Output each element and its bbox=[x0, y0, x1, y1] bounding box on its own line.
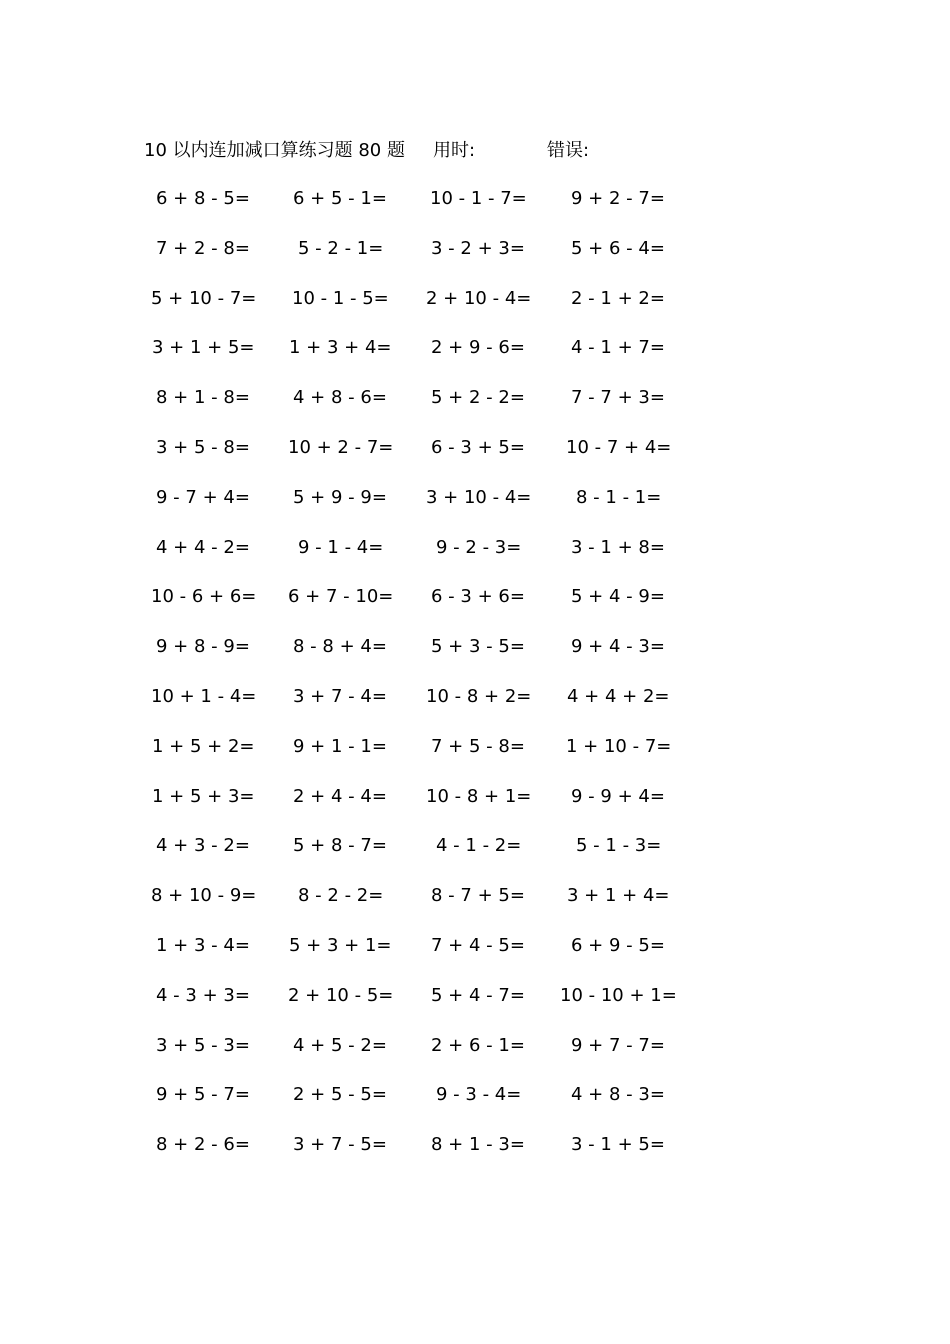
problem-item: 8 - 7 + 5= bbox=[431, 885, 525, 907]
problem-item: 4 + 8 - 3= bbox=[571, 1084, 665, 1106]
problem-item: 2 + 9 - 6= bbox=[431, 337, 525, 359]
problem-item: 2 + 10 - 4= bbox=[426, 287, 532, 309]
problem-item: 3 + 7 - 4= bbox=[293, 686, 387, 707]
problem-item: 10 + 1 - 4= bbox=[151, 686, 257, 707]
problem-item: 1 + 10 - 7= bbox=[566, 735, 672, 757]
problem-item: 2 + 4 - 4= bbox=[293, 785, 387, 807]
problem-item: 3 - 1 + 8= bbox=[571, 536, 665, 558]
problem-item: 2 + 6 - 1= bbox=[431, 1034, 525, 1056]
worksheet-header bbox=[0, 138, 950, 164]
problem-item: 9 - 7 + 4= bbox=[156, 486, 250, 508]
problem-item: 7 + 2 - 8= bbox=[156, 237, 250, 259]
problem-item: 5 + 3 - 5= bbox=[431, 636, 525, 658]
problem-item: 4 + 8 - 6= bbox=[293, 387, 387, 409]
problem-item: 8 - 8 + 4= bbox=[293, 636, 387, 658]
problem-item: 10 - 1 - 5= bbox=[292, 287, 389, 309]
problem-item: 9 + 8 - 9= bbox=[156, 636, 250, 658]
problem-item: 10 - 8 + 2= bbox=[426, 686, 532, 707]
problem-item: 4 - 3 + 3= bbox=[156, 984, 250, 1006]
problem-item: 1 + 3 - 4= bbox=[156, 935, 250, 956]
problem-item: 9 + 2 - 7= bbox=[571, 188, 665, 209]
problem-item: 3 - 1 + 5= bbox=[571, 1134, 665, 1156]
problem-item: 9 - 3 - 4= bbox=[436, 1084, 522, 1106]
problem-item: 8 + 2 - 6= bbox=[156, 1134, 250, 1156]
problem-item: 9 - 2 - 3= bbox=[436, 536, 522, 558]
problem-item: 6 + 9 - 5= bbox=[571, 935, 665, 956]
problem-item: 4 + 4 - 2= bbox=[156, 536, 250, 558]
problem-item: 2 + 5 - 5= bbox=[293, 1084, 387, 1106]
problem-item: 10 + 2 - 7= bbox=[288, 437, 394, 458]
error-count-label: 错误: bbox=[547, 140, 590, 161]
problem-item: 6 + 5 - 1= bbox=[293, 188, 387, 209]
problem-item: 3 - 2 + 3= bbox=[431, 237, 525, 259]
problem-item: 6 + 7 - 10= bbox=[288, 586, 394, 608]
problem-item: 9 + 4 - 3= bbox=[571, 636, 665, 658]
problem-item: 5 + 3 + 1= bbox=[289, 935, 392, 956]
problem-item: 10 - 1 - 7= bbox=[430, 188, 527, 209]
problem-item: 1 + 5 + 3= bbox=[152, 785, 255, 807]
problem-item: 7 - 7 + 3= bbox=[571, 387, 665, 409]
problem-item: 10 - 6 + 6= bbox=[151, 586, 257, 608]
problem-item: 6 + 8 - 5= bbox=[156, 188, 250, 209]
problem-item: 3 + 5 - 3= bbox=[156, 1034, 250, 1056]
problem-item: 9 + 1 - 1= bbox=[293, 735, 387, 757]
problem-item: 3 + 1 + 4= bbox=[567, 885, 670, 907]
problem-item: 7 + 5 - 8= bbox=[431, 735, 525, 757]
problem-item: 5 + 4 - 7= bbox=[431, 984, 525, 1006]
problem-item: 8 + 10 - 9= bbox=[151, 885, 257, 907]
problem-item: 3 + 7 - 5= bbox=[293, 1134, 387, 1156]
problem-item: 9 - 1 - 4= bbox=[298, 536, 384, 558]
problem-item: 5 - 2 - 1= bbox=[298, 237, 384, 259]
problem-item: 2 + 10 - 5= bbox=[288, 984, 394, 1006]
problem-item: 5 + 4 - 9= bbox=[571, 586, 665, 608]
problem-item: 2 - 1 + 2= bbox=[571, 287, 665, 309]
problem-item: 4 - 1 - 2= bbox=[436, 835, 522, 857]
problem-item: 7 + 4 - 5= bbox=[431, 935, 525, 956]
problem-item: 1 + 3 + 4= bbox=[289, 337, 392, 359]
problem-item: 9 + 5 - 7= bbox=[156, 1084, 250, 1106]
problem-item: 6 - 3 + 6= bbox=[431, 586, 525, 608]
problem-item: 9 - 9 + 4= bbox=[571, 785, 665, 807]
time-used-label: 用时: bbox=[433, 140, 476, 161]
problem-item: 10 - 8 + 1= bbox=[426, 785, 532, 807]
problem-item: 10 - 10 + 1= bbox=[560, 984, 677, 1006]
problem-item: 4 + 5 - 2= bbox=[293, 1034, 387, 1056]
problem-item: 4 - 1 + 7= bbox=[571, 337, 665, 359]
problem-item: 8 - 2 - 2= bbox=[298, 885, 384, 907]
problem-item: 8 + 1 - 8= bbox=[156, 387, 250, 409]
problem-item: 5 + 6 - 4= bbox=[571, 237, 665, 259]
problem-item: 5 + 8 - 7= bbox=[293, 835, 387, 857]
problem-item: 5 + 2 - 2= bbox=[431, 387, 525, 409]
problem-item: 5 + 9 - 9= bbox=[293, 486, 387, 508]
problem-item: 9 + 7 - 7= bbox=[571, 1034, 665, 1056]
problem-item: 4 + 3 - 2= bbox=[156, 835, 250, 857]
worksheet-title: 10 以内连加减口算练习题 80 题 bbox=[144, 140, 405, 161]
problem-item: 5 + 10 - 7= bbox=[151, 287, 257, 309]
problem-item: 6 - 3 + 5= bbox=[431, 437, 525, 458]
problem-item: 3 + 5 - 8= bbox=[156, 437, 250, 458]
problem-item: 3 + 10 - 4= bbox=[426, 486, 532, 508]
problem-item: 3 + 1 + 5= bbox=[152, 337, 255, 359]
problem-item: 5 - 1 - 3= bbox=[576, 835, 662, 857]
problem-item: 1 + 5 + 2= bbox=[152, 735, 255, 757]
problem-item: 8 + 1 - 3= bbox=[431, 1134, 525, 1156]
problem-item: 4 + 4 + 2= bbox=[567, 686, 670, 707]
problem-item: 10 - 7 + 4= bbox=[566, 437, 672, 458]
problem-item: 8 - 1 - 1= bbox=[576, 486, 662, 508]
